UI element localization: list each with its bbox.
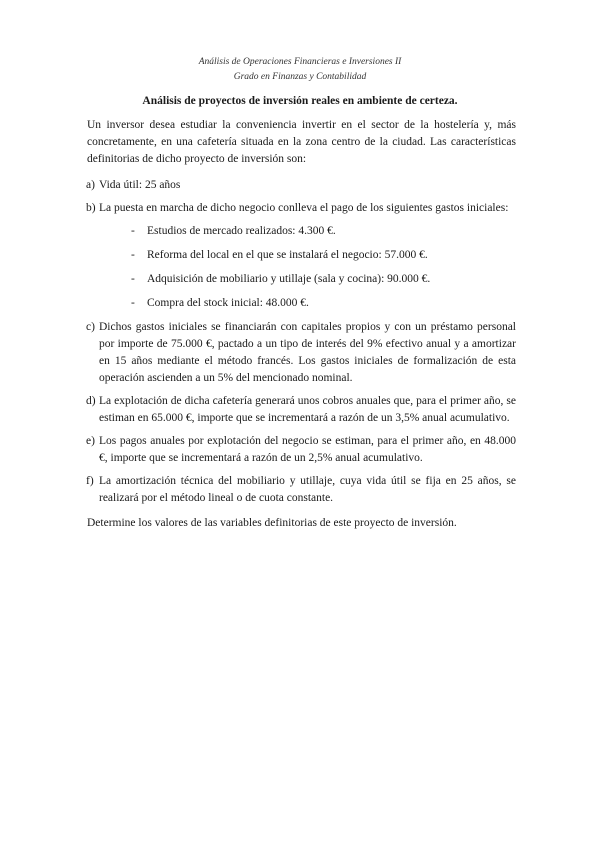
- list-marker: e): [86, 435, 95, 447]
- header-degree: Grado en Finanzas y Contabilidad: [233, 72, 367, 82]
- closing-paragraph: Determine los valores de las variables definitorias de este proyecto de inversión.: [87, 517, 457, 529]
- list-item-e: [87, 433, 516, 467]
- list-marker: c): [86, 321, 95, 333]
- list-item-c: [87, 319, 516, 387]
- initial-costs-list: [99, 223, 516, 312]
- dash-bullet: -: [131, 297, 135, 309]
- list-item-text: La explotación de dicha cafetería generará unos cobros anuales que, para el primer año, se estiman en 65.000 €, importe que se incrementará a razón de un 3,5% anual acumulativo.: [99, 395, 516, 424]
- sub-item-text: Adquisición de mobiliario y utillaje (sala y cocina): 90.000 €.: [147, 273, 431, 285]
- sub-item: [99, 295, 516, 312]
- list-item-text: La amortización técnica del mobiliario y utillaje, cuya vida útil se fija en 25 años, se realizará por el método lineal o de cuota constante.: [99, 475, 516, 504]
- header-course: Análisis de Operaciones Financieras e Inversiones II: [198, 57, 402, 67]
- dash-bullet: -: [131, 225, 135, 237]
- sub-item-text: Compra del stock inicial: 48.000 €.: [147, 297, 309, 309]
- page-header: [0, 55, 600, 85]
- list-item-text: Los pagos anuales por explotación del negocio se estiman, para el primer año, en 48.000 €, importe que se incrementará a razón de un 2,5% anual acumulativo.: [99, 435, 516, 464]
- dash-bullet: -: [131, 273, 135, 285]
- list-item-a: [87, 177, 516, 194]
- document-body: [87, 117, 516, 544]
- sub-item-text: Reforma del local en el que se instalará el negocio: 57.000 €.: [147, 249, 428, 261]
- list-item-f: [87, 473, 516, 507]
- list-item-b: [87, 200, 516, 312]
- list-item-text: La puesta en marcha de dicho negocio conlleva el pago de los siguientes gastos iniciales:: [99, 202, 509, 214]
- sub-item: [99, 223, 516, 240]
- list-item-d: [87, 393, 516, 427]
- list-marker: b): [86, 202, 96, 214]
- intro-paragraph: Un inversor desea estudiar la conveniencia invertir en el sector de la hostelería y, más concretamente, en una cafetería situada en la zona centro de la ciudad. Las características definitorias de dicho proyecto de inversión son:: [87, 119, 516, 165]
- list-marker: d): [86, 395, 96, 407]
- sub-item-text: Estudios de mercado realizados: 4.300 €.: [147, 225, 336, 237]
- list-item-text: Dichos gastos iniciales se financiarán con capitales propios y con un préstamo personal por importe de 75.000 €, pactado a un tipo de interés del 9% efectivo anual y a amortizar en 15 años mediante el método francés. Los gastos iniciales de formalización de esta operación ascienden a un 5% del mencionado nominal.: [99, 321, 516, 384]
- sub-item: [99, 271, 516, 288]
- list-marker: a): [86, 179, 95, 191]
- list-marker: f): [86, 475, 94, 487]
- list-item-text: Vida útil: 25 años: [99, 179, 181, 191]
- dash-bullet: -: [131, 249, 135, 261]
- page-title: Análisis de proyectos de inversión reales en ambiente de certeza.: [142, 95, 458, 107]
- sub-item: [99, 247, 516, 264]
